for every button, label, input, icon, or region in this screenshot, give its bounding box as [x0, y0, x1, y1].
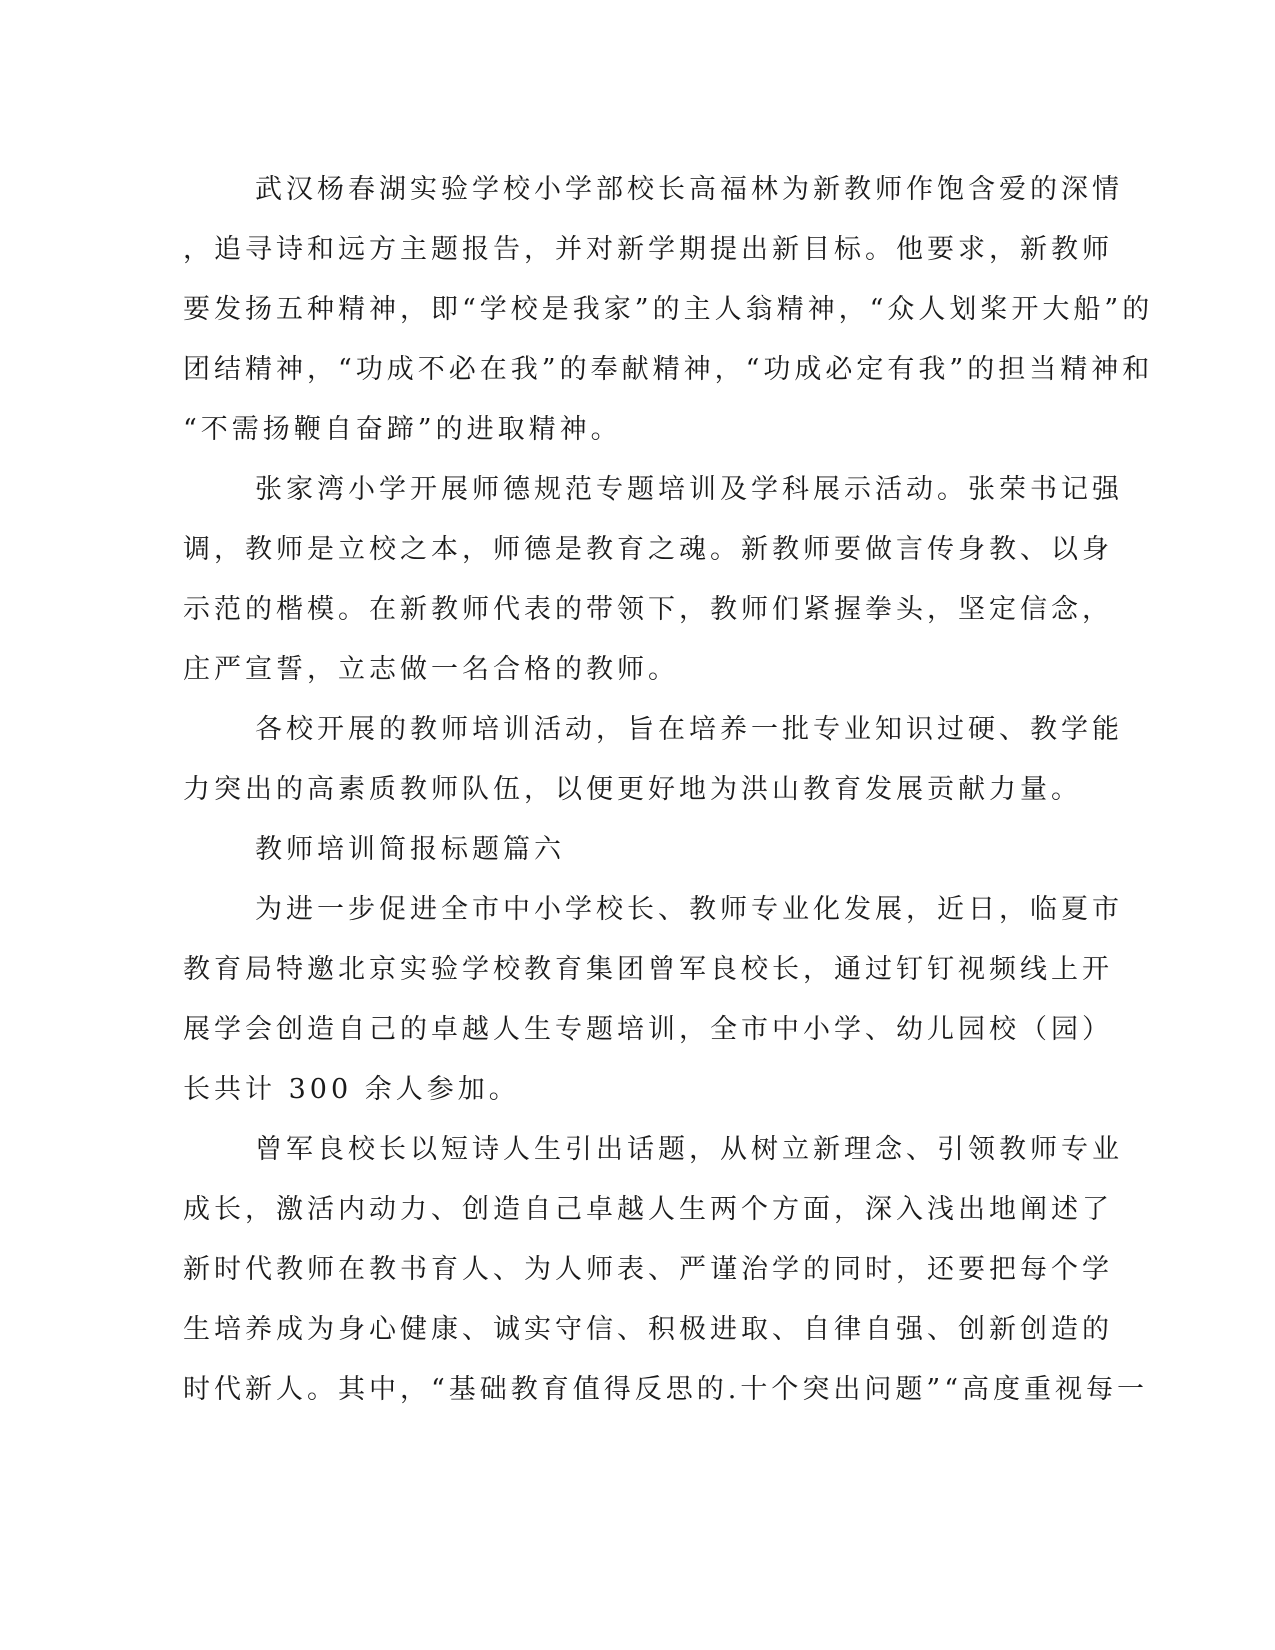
text-line: 曾军良校长以短诗人生引出话题，从树立新理念、引领教师专业: [255, 1134, 1123, 1165]
text-line: 团结精神，“功成不必在我”的奉献精神，“功成必定有我”的担当精神和: [183, 354, 1154, 385]
text-line: 武汉杨春湖实验学校小学部校长高福林为新教师作饱含爱的深情: [255, 174, 1123, 205]
document-body: [183, 160, 1154, 1420]
text-line: 张家湾小学开展师德规范专题培训及学科展示活动。张荣书记强: [255, 474, 1123, 505]
text-line: 要发扬五种精神，即“学校是我家”的主人翁精神，“众人划桨开大船”的: [183, 294, 1154, 325]
text-line: 调，教师是立校之本，师德是教育之魂。新教师要做言传身教、以身: [183, 534, 1113, 565]
text-line: 教育局特邀北京实验学校教育集团曾军良校长，通过钉钉视频线上开: [183, 954, 1113, 985]
paragraph-4: [183, 880, 1123, 1120]
paragraph-2: [183, 460, 1123, 700]
text-line: 展学会创造自己的卓越人生专题培训，全市中小学、幼儿园校（园）: [183, 1014, 1113, 1045]
section-title: 教师培训简报标题篇六: [255, 834, 565, 865]
text-line: 成长，激活内动力、创造自己卓越人生两个方面，深入浅出地阐述了: [183, 1194, 1113, 1225]
text-line: 为进一步促进全市中小学校长、教师专业化发展，近日，临夏市: [255, 894, 1123, 925]
text-line: 庄严宣誓，立志做一名合格的教师。: [183, 654, 679, 685]
text-line: 力突出的高素质教师队伍，以便更好地为洪山教育发展贡献力量。: [183, 774, 1082, 805]
text-line: 各校开展的教师培训活动，旨在培养一批专业知识过硬、教学能: [255, 714, 1123, 745]
text-line: “不需扬鞭自奋蹄”的进取精神。: [183, 414, 622, 445]
text-line: 新时代教师在教书育人、为人师表、严谨治学的同时，还要把每个学: [183, 1254, 1113, 1285]
text-line: ，追寻诗和远方主题报告，并对新学期提出新目标。他要求，新教师: [183, 234, 1113, 265]
text-line: 时代新人。其中，“基础教育值得反思的.十个突出问题”“高度重视每一: [183, 1374, 1148, 1405]
text-line: 长共计 300 余人参加。: [183, 1074, 520, 1105]
paragraph-5: [183, 1120, 1148, 1420]
section-heading: [183, 820, 1063, 880]
text-line: 生培养成为身心健康、诚实守信、积极进取、自律自强、创新创造的: [183, 1314, 1113, 1345]
paragraph-3: [183, 700, 1123, 820]
text-line: 示范的楷模。在新教师代表的带领下，教师们紧握拳头，坚定信念，: [183, 594, 1113, 625]
paragraph-1: [183, 160, 1154, 460]
